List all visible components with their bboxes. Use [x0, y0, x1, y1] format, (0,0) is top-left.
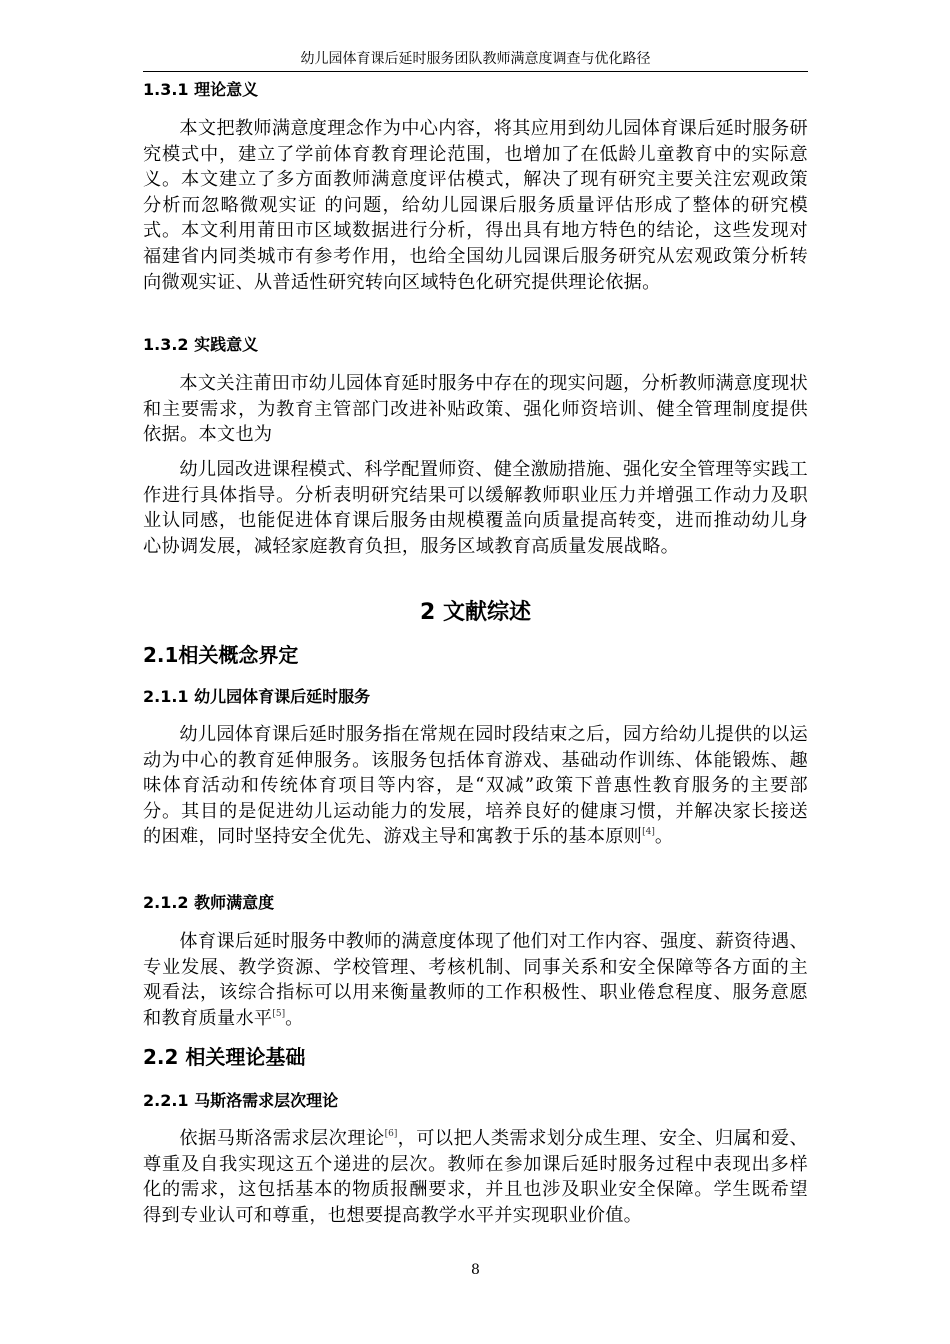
paragraph-practical-significance-1: 本文关注莆田市幼儿园体育延时服务中存在的现实问题，分析教师满意度现状和主要需求，为教育主管部门改进补贴政策、强化师资培训、健全管理制度提供依据。本文也为 [143, 373, 808, 446]
paragraph-text: 体育课后延时服务中教师的满意度体现了他们对工作内容、强度、薪资待遇、专业发展、教学资源、学校管理、考核机制、同事关系和安全保障等各方面的主观看法，该综合指标可以用来衡量教师的工作积极性、职业倦怠程度、服务意愿和教育质量水平 [143, 931, 808, 1029]
paragraph-text: 幼儿园体育课后延时服务指在常规在园时段结束之后，园方给幼儿提供的以运动为中心的教育延伸服务。该服务包括体育游戏、基础动作训练、体能锻炼、趣味体育活动和传统体育项目等内容，是“双减”政策下普惠性教育服务的主要部分。其目的是促进幼儿运动能力的发展，培养良好的健康习惯，并解决家长接送的困难，同时坚持安全优先、游戏主导和寓教于乐的基本原则 [143, 724, 808, 848]
heading-1-3-2: 1.3.2 实践意义 [143, 335, 259, 354]
paragraph-tail: 。 [654, 826, 674, 848]
paragraph-teacher-satisfaction-definition [143, 929, 808, 1031]
heading-2-2-1: 2.2.1 马斯洛需求层次理论 [143, 1091, 339, 1110]
heading-2-1-1: 2.1.1 幼儿园体育课后延时服务 [143, 687, 371, 706]
page-number: 8 [471, 1262, 480, 1278]
header-rule [143, 71, 808, 72]
chapter-heading-2: 2 文献综述 [420, 600, 531, 625]
paragraph-practical-significance-2: 幼儿园改进课程模式、科学配置师资、健全激励措施、强化安全管理等实践工作进行具体指导。分析表明研究结果可以缓解教师职业压力并增强工作动力及职业认同感，也能促进体育课后服务由规模覆盖向质量提高转变，进而推动幼儿身心协调发展，减轻家庭教育负担，服务区域教育高质量发展战略。 [143, 459, 808, 557]
citation-ref: [4] [642, 827, 655, 838]
heading-2-2: 2.2 相关理论基础 [143, 1045, 306, 1069]
paragraph-maslow-theory [143, 1126, 808, 1228]
paragraph-text: 依据马斯洛需求层次理论 [179, 1128, 385, 1149]
heading-2-1-2: 2.1.2 教师满意度 [143, 893, 275, 912]
heading-1-3-1: 1.3.1 理论意义 [143, 80, 259, 99]
citation-ref: [6] [384, 1129, 398, 1139]
paragraph-tail: 。 [285, 1007, 304, 1029]
heading-2-1: 2.1相关概念界定 [143, 643, 299, 667]
paragraph-theoretical-significance: 本文把教师满意度理念作为中心内容，将其应用到幼儿园体育课后延时服务研究模式中，建立了学前体育教育理论范围，也增加了在低龄儿童教育中的实际意义。本文建立了多方面教师满意度评估模式，解决了现有研究主要关注宏观政策分析而忽略微观实证 的问题，给幼儿园课后服务质量评估形成了整体的研究模式。本文利用莆田市区域数据进行分析，得出具有地方特色的结论，这些发现对福建省内同类城市有参考作用，也给全国幼儿园课后服务研究从宏观政策分析转向微观实证、从普适性研究转向区域特色化研究提供理论依据。 [143, 118, 808, 293]
paragraph-after-school-service-definition [143, 722, 808, 850]
citation-ref: [5] [272, 1008, 286, 1019]
running-header: 幼儿园体育课后延时服务团队教师满意度调查与优化路径 [300, 51, 651, 67]
paragraph-tail: ，可以把人类需求划分成生理、安全、归属和爱、尊重及自我实现这五个递进的层次。教师在参加课后延时服务过程中表现出多样化的需求，这包括基本的物质报酬要求，并且也涉及职业安全保障。学生既希望得到专业认可和尊重，也想要提高教学水平并实现职业价值。 [143, 1128, 808, 1226]
